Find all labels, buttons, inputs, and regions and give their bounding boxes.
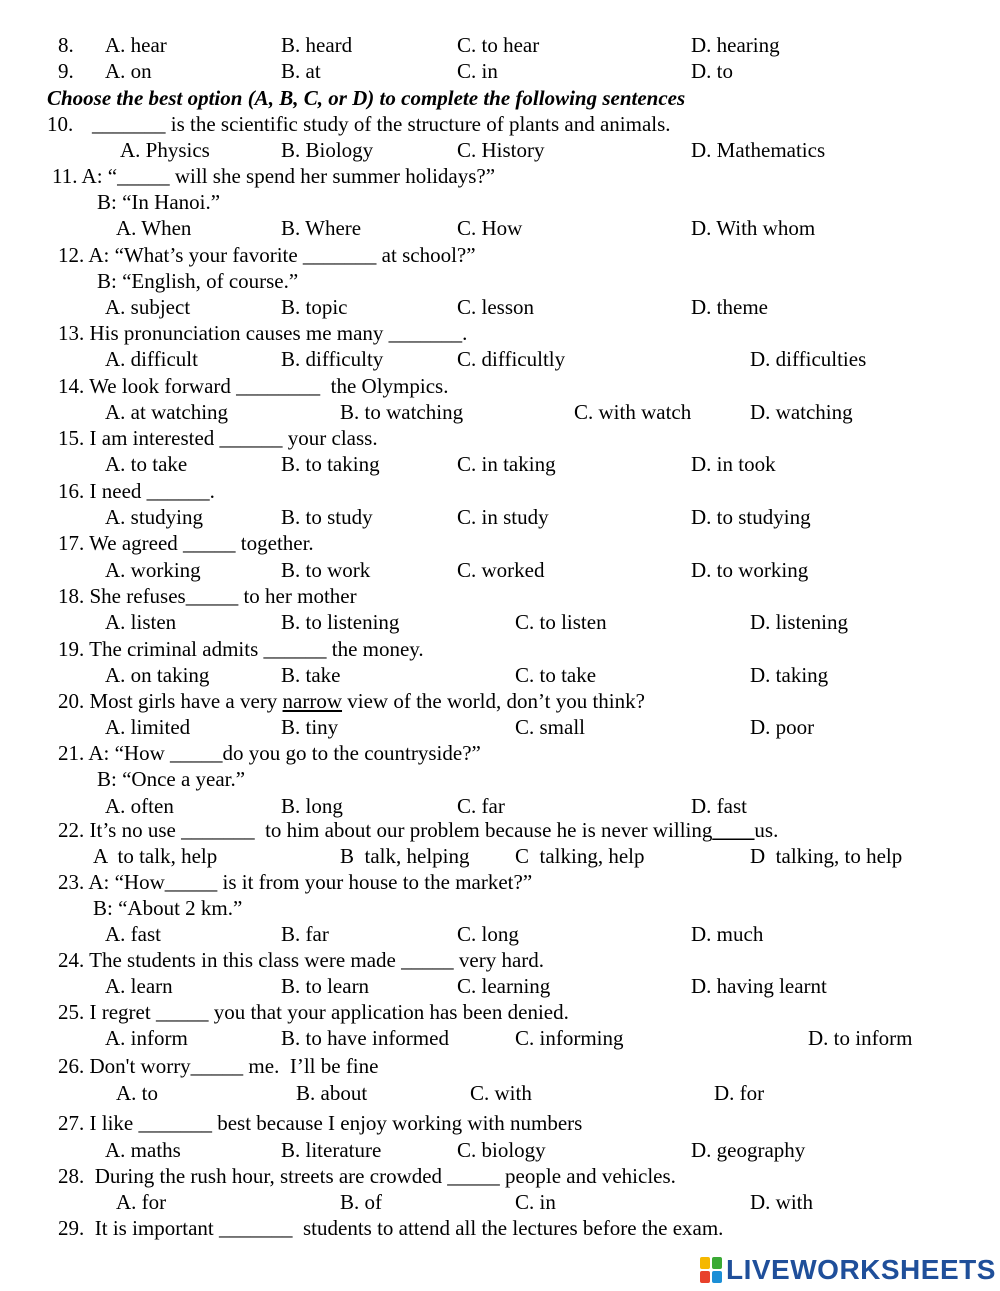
q22-stem-start: 22. It’s no use _______ to him about our problem because he is never willing [58, 818, 713, 842]
logo-mark-icon [700, 1257, 722, 1283]
q22-option-c[interactable]: C talking, help [515, 844, 645, 868]
q28-option-b[interactable]: B. of [340, 1190, 382, 1214]
q14-stem: 14. We look forward ________ the Olympics. [58, 374, 449, 398]
q8-option-a[interactable]: A. hear [105, 33, 167, 57]
q21-option-a[interactable]: A. often [105, 794, 174, 818]
q19-option-d[interactable]: D. taking [750, 663, 829, 687]
q11-option-d[interactable]: D. With whom [691, 216, 816, 240]
q28-option-a[interactable]: A. for [116, 1190, 167, 1214]
q14-option-a[interactable]: A. at watching [105, 400, 229, 424]
q25-option-d[interactable]: D. to inform [808, 1026, 913, 1050]
q21-option-b[interactable]: B. long [281, 794, 343, 818]
q18-option-a[interactable]: A. listen [105, 610, 177, 634]
q25-option-b[interactable]: B. to have informed [281, 1026, 449, 1050]
q9-number: 9. [58, 59, 74, 83]
q10-number: 10. [47, 112, 74, 136]
q12-option-a[interactable]: A. subject [105, 295, 191, 319]
q22-bold-blank: ____ [712, 818, 755, 842]
q15-option-a[interactable]: A. to take [105, 452, 188, 476]
q26-option-c[interactable]: C. with [470, 1081, 532, 1105]
q10-stem: _______ is the scientific study of the structure of plants and animals. [92, 112, 671, 136]
q25-stem: 25. I regret _____ you that your application has been denied. [58, 1000, 569, 1024]
q29-stem: 29. It is important _______ students to attend all the lectures before the exam. [58, 1216, 724, 1240]
q24-option-c[interactable]: C. learning [457, 974, 551, 998]
q25-option-a[interactable]: A. inform [105, 1026, 188, 1050]
q19-option-b[interactable]: B. take [281, 663, 341, 687]
q16-stem: 16. I need ______. [58, 479, 215, 503]
q17-option-d[interactable]: D. to working [691, 558, 809, 582]
q22-option-b[interactable]: B talk, helping [340, 844, 470, 868]
q9-option-a[interactable]: A. on [105, 59, 152, 83]
logo-tile-1 [700, 1257, 710, 1269]
q22-option-d[interactable]: D talking, to help [750, 844, 903, 868]
q18-option-c[interactable]: C. to listen [515, 610, 607, 634]
q27-option-d[interactable]: D. geography [691, 1138, 806, 1162]
q25-option-c[interactable]: C. informing [515, 1026, 624, 1050]
q24-option-b[interactable]: B. to learn [281, 974, 370, 998]
q20-underlined-word: narrow [282, 689, 343, 713]
q14-option-b[interactable]: B. to watching [340, 400, 464, 424]
q28-stem: 28. During the rush hour, streets are crowded _____ people and vehicles. [58, 1164, 676, 1188]
q26-option-a[interactable]: A. to [116, 1081, 158, 1105]
q20-stem-end: view of the world, don’t you think? [342, 689, 645, 713]
q12-option-d[interactable]: D. theme [691, 295, 768, 319]
q10-option-c[interactable]: C. History [457, 138, 545, 162]
q21-option-d[interactable]: D. fast [691, 794, 747, 818]
q19-stem: 19. The criminal admits ______ the money. [58, 637, 424, 661]
q16-option-b[interactable]: B. to study [281, 505, 373, 529]
q8-number: 8. [58, 33, 74, 57]
q20-option-b[interactable]: B. tiny [281, 715, 339, 739]
q13-option-c[interactable]: C. difficultly [457, 347, 566, 371]
q24-option-d[interactable]: D. having learnt [691, 974, 827, 998]
q23-stem: 23. A: “How_____ is it from your house to the market?” [58, 870, 533, 894]
q11-option-c[interactable]: C. How [457, 216, 523, 240]
q11-option-b[interactable]: B. Where [281, 216, 362, 240]
q11-option-a[interactable]: A. When [116, 216, 192, 240]
q23-reply: B: “About 2 km.” [93, 896, 243, 920]
q17-stem: 17. We agreed _____ together. [58, 531, 314, 555]
q17-option-b[interactable]: B. to work [281, 558, 371, 582]
q23-option-c[interactable]: C. long [457, 922, 519, 946]
liveworksheets-logo [700, 1253, 996, 1287]
q21-reply: B: “Once a year.” [97, 767, 246, 791]
q8-option-d[interactable]: D. hearing [691, 33, 780, 57]
q28-option-d[interactable]: D. with [750, 1190, 813, 1214]
q12-option-c[interactable]: C. lesson [457, 295, 535, 319]
q23-option-d[interactable]: D. much [691, 922, 764, 946]
q9-option-c[interactable]: C. in [457, 59, 498, 83]
q18-stem: 18. She refuses_____ to her mother [58, 584, 357, 608]
q24-option-a[interactable]: A. learn [105, 974, 173, 998]
q15-option-c[interactable]: C. in taking [457, 452, 556, 476]
q12-option-b[interactable]: B. topic [281, 295, 348, 319]
logo-tile-4 [712, 1271, 722, 1283]
q20-stem-start: 20. Most girls have a very [58, 689, 283, 713]
logo-tile-3 [700, 1271, 710, 1283]
q14-option-c[interactable]: C. with watch [574, 400, 692, 424]
q27-stem: 27. I like _______ best because I enjoy working with numbers [58, 1111, 583, 1135]
q20-stem [58, 688, 645, 714]
q12-reply: B: “English, of course.” [97, 269, 299, 293]
q10-option-a[interactable]: A. Physics [120, 138, 210, 162]
q22-stem-end: us. [754, 818, 779, 842]
q20-option-c[interactable]: C. small [515, 715, 586, 739]
q15-stem: 15. I am interested ______ your class. [58, 426, 378, 450]
q19-option-c[interactable]: C. to take [515, 663, 597, 687]
q14-option-d[interactable]: D. watching [750, 400, 853, 424]
q11-stem: 11. A: “_____ will she spend her summer holidays?” [52, 164, 496, 188]
q21-stem: 21. A: “How _____do you go to the countryside?” [58, 741, 481, 765]
q13-stem: 13. His pronunciation causes me many _______. [58, 321, 468, 345]
q17-option-c[interactable]: C. worked [457, 558, 545, 582]
q9-option-d[interactable]: D. to [691, 59, 733, 83]
logo-tile-2 [712, 1257, 722, 1269]
q27-option-b[interactable]: B. literature [281, 1138, 382, 1162]
q18-option-d[interactable]: D. listening [750, 610, 848, 634]
q13-option-b[interactable]: B. difficulty [281, 347, 384, 371]
q22-option-a[interactable]: A to talk, help [93, 844, 218, 868]
q22-stem [58, 817, 778, 843]
logo-text: LIVEWORKSHEETS [726, 1254, 996, 1285]
q26-option-d[interactable]: D. for [714, 1081, 765, 1105]
q13-option-d[interactable]: D. difficulties [750, 347, 867, 371]
q20-option-a[interactable]: A. limited [105, 715, 191, 739]
q16-option-d[interactable]: D. to studying [691, 505, 811, 529]
q16-option-c[interactable]: C. in study [457, 505, 549, 529]
q10-option-b[interactable]: B. Biology [281, 138, 374, 162]
q26-stem: 26. Don't worry_____ me. I’ll be fine [58, 1054, 379, 1078]
q16-option-a[interactable]: A. studying [105, 505, 204, 529]
q23-option-b[interactable]: B. far [281, 922, 329, 946]
q8-option-b[interactable]: B. heard [281, 33, 353, 57]
section-heading: Choose the best option (A, B, C, or D) to complete the following sentences [47, 86, 686, 110]
q11-reply: B: “In Hanoi.” [97, 190, 221, 214]
q20-option-d[interactable]: D. poor [750, 715, 815, 739]
q15-option-d[interactable]: D. in took [691, 452, 776, 476]
q15-option-b[interactable]: B. to taking [281, 452, 380, 476]
q12-stem: 12. A: “What’s your favorite _______ at school?” [58, 243, 476, 267]
q21-option-c[interactable]: C. far [457, 794, 505, 818]
q27-option-a[interactable]: A. maths [105, 1138, 181, 1162]
q8-option-c[interactable]: C. to hear [457, 33, 540, 57]
q10-option-d[interactable]: D. Mathematics [691, 138, 826, 162]
q23-option-a[interactable]: A. fast [105, 922, 161, 946]
q26-option-b[interactable]: B. about [296, 1081, 368, 1105]
q9-option-b[interactable]: B. at [281, 59, 321, 83]
q28-option-c[interactable]: C. in [515, 1190, 556, 1214]
q27-option-c[interactable]: C. biology [457, 1138, 546, 1162]
q18-option-b[interactable]: B. to listening [281, 610, 400, 634]
q17-option-a[interactable]: A. working [105, 558, 201, 582]
q19-option-a[interactable]: A. on taking [105, 663, 210, 687]
q24-stem: 24. The students in this class were made _____ very hard. [58, 948, 545, 972]
q13-option-a[interactable]: A. difficult [105, 347, 198, 371]
